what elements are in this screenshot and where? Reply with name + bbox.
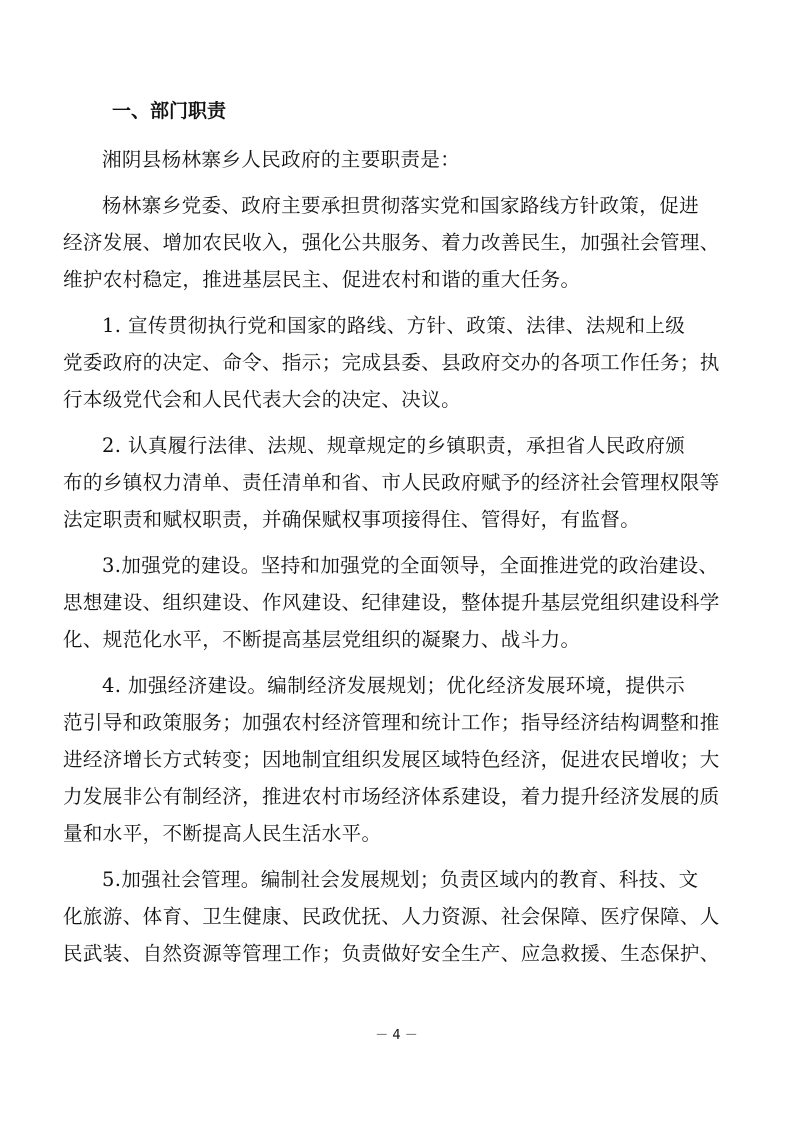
text-line: 化、规范化水平，不断提高基层党组织的凝聚力、战斗力。 [63, 628, 581, 651]
paragraph-item-2 [63, 427, 729, 538]
paragraph-overview [63, 187, 729, 298]
text-line: 化旅游、体育、卫生健康、民政优抚、人力资源、社会保障、医疗保障、人 [63, 905, 720, 928]
paragraph-item-1 [63, 307, 729, 418]
text-line: 经济发展、增加农民收入，强化公共服务、着力改善民生，加强社会管理、 [63, 231, 720, 254]
paragraph-item-5 [63, 861, 729, 972]
document-body [63, 141, 729, 981]
paragraph-item-4 [63, 667, 729, 852]
text-line: 杨林寨乡党委、政府主要承担贯彻落实党和国家路线方针政策，促进 [102, 194, 700, 217]
text-line: 党委政府的决定、命令、指示；完成县委、县政府交办的各项工作任务；执 [63, 351, 720, 374]
text-line: 2. 认真履行法律、法规、规章规定的乡镇职责，承担省人民政府颁 [102, 434, 686, 457]
text-line: 进经济增长方式转变；因地制宜组织发展区域特色经济，促进农民增收；大 [63, 748, 720, 771]
text-line: 5.加强社会管理。编制社会发展规划；负责区域内的教育、科技、文 [102, 868, 699, 891]
text-line: 法定职责和赋权职责，并确保赋权事项接得住、管得好，有监督。 [63, 508, 641, 531]
section-heading: 一、部门职责 [112, 100, 227, 122]
text-line: 湘阴县杨林寨乡人民政府的主要职责是： [102, 148, 461, 171]
text-line: 量和水平，不断提高人民生活水平。 [63, 822, 382, 845]
text-line: 思想建设、组织建设、作风建设、纪律建设，整体提升基层党组织建设科学 [63, 591, 720, 614]
page-number: － 4 － [375, 1028, 418, 1043]
text-line: 范引导和政策服务；加强农村经济管理和统计工作；指导经济结构调整和推 [63, 711, 720, 734]
paragraph-intro [63, 141, 729, 178]
text-line: 4. 加强经济建设。编制经济发展规划；优化经济发展环境，提供示 [102, 674, 686, 697]
text-line: 维护农村稳定，推进基层民主、促进农村和谐的重大任务。 [63, 268, 581, 291]
text-line: 1. 宣传贯彻执行党和国家的路线、方针、政策、法律、法规和上级 [102, 314, 686, 337]
text-line: 行本级党代会和人民代表大会的决定、决议。 [63, 388, 462, 411]
text-line: 民武装、自然资源等管理工作；负责做好安全生产、应急救援、生态保护、 [63, 942, 720, 965]
text-line: 力发展非公有制经济，推进农村市场经济体系建设，着力提升经济发展的质 [63, 785, 720, 808]
text-line: 3.加强党的建设。坚持和加强党的全面领导，全面推进党的政治建设、 [102, 554, 719, 577]
text-line: 布的乡镇权力清单、责任清单和省、市人民政府赋予的经济社会管理权限等 [63, 471, 720, 494]
paragraph-item-3 [63, 547, 729, 658]
